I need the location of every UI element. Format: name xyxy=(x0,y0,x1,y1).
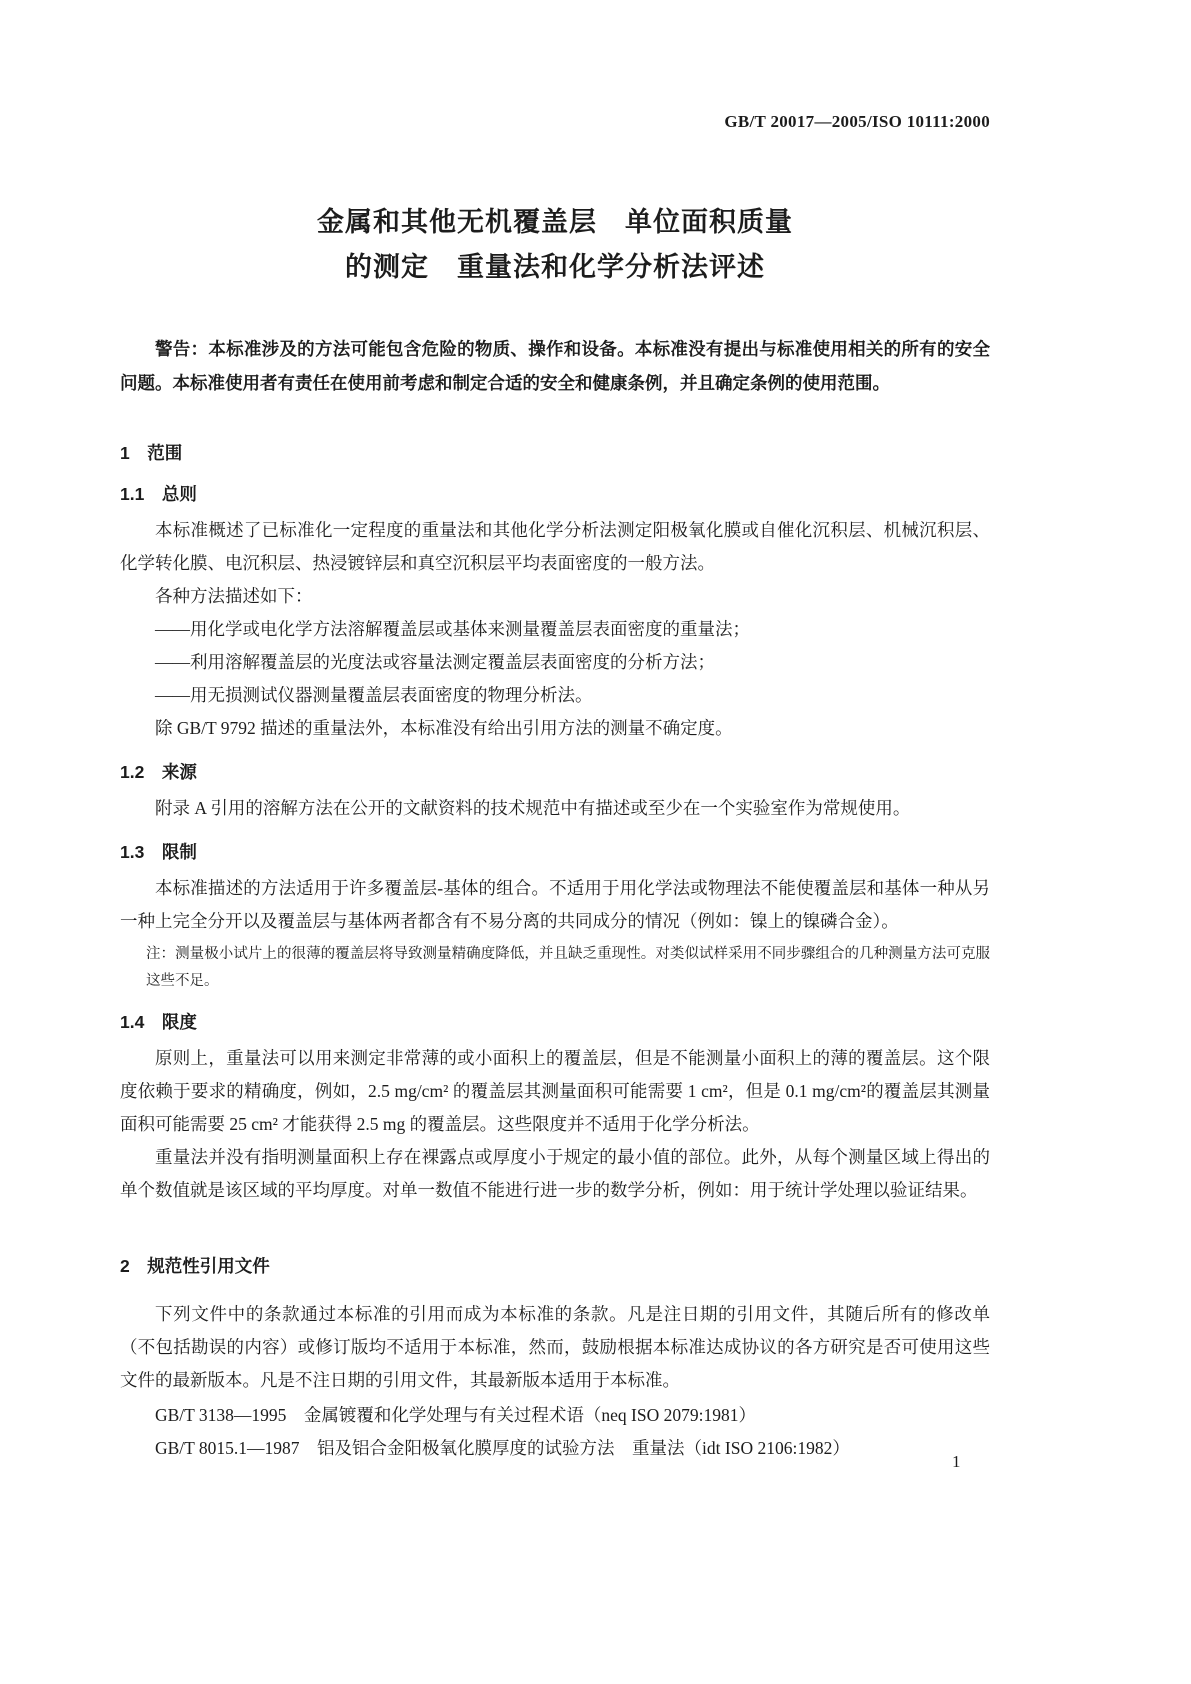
content-area xyxy=(120,112,990,1465)
document-title xyxy=(120,200,990,290)
page-number: 1 xyxy=(952,1452,961,1471)
paragraph-methods-intro: 各种方法描述如下： xyxy=(155,586,313,606)
paragraph-limits-2: 重量法并没有指明测量面积上存在裸露点或厚度小于规定的最小值的部位。此外，从每个测量区域上得出的单个数值就是该区域的平均厚度。对单一数值不能进行进一步的数学分析，例如：用于统计学处理以验证结果。 xyxy=(120,1147,990,1200)
dash-list-item-3: ——用无损测试仪器测量覆盖层表面密度的物理分析法。 xyxy=(155,685,593,705)
reference-item-1: GB/T 3138—1995 金属镀覆和化学处理与有关过程术语（neq ISO 2079:1981） xyxy=(155,1405,756,1425)
section-1-2-heading: 1.2 来源 xyxy=(120,762,197,782)
paragraph-uncertainty: 除 GB/T 9792 描述的重量法外，本标准没有给出引用方法的测量不确定度。 xyxy=(155,718,733,738)
warning-paragraph: 警告：本标准涉及的方法可能包含危险的物质、操作和设备。本标准没有提出与标准使用相关的所有的安全问题。本标准使用者有责任在使用前考虑和制定合适的安全和健康条例，并且确定条例的使用范围。 xyxy=(120,339,990,393)
doc-number: GB/T 20017—2005/ISO 10111:2000 xyxy=(724,112,990,131)
paragraph-general-overview: 本标准概述了已标准化一定程度的重量法和其他化学分析法测定阳极氧化膜或自催化沉积层、机械沉积层、化学转化膜、电沉积层、热浸镀锌层和真空沉积层平均表面密度的一般方法。 xyxy=(120,520,990,573)
reference-list xyxy=(120,1399,990,1465)
paragraph-normative-references: 下列文件中的条款通过本标准的引用而成为本标准的条款。凡是注日期的引用文件，其随后所有的修改单（不包括勘误的内容）或修订版均不适用于本标准，然而，鼓励根据本标准达成协议的各方研究是否可使用这些文件的最新版本。凡是不注日期的引用文件，其最新版本适用于本标准。 xyxy=(120,1304,990,1390)
paragraph-source: 附录 A 引用的溶解方法在公开的文献资料的技术规范中有描述或至少在一个实验室作为常规使用。 xyxy=(155,798,911,818)
note-paragraph: 注：测量极小试片上的很薄的覆盖层将导致测量精确度降低，并且缺乏重现性。对类似试样采用不同步骤组合的几种测量方法可克服这些不足。 xyxy=(146,946,990,989)
dash-list-item-2: ——利用溶解覆盖层的光度法或容量法测定覆盖层表面密度的分析方法； xyxy=(155,652,715,672)
paragraph-limitations: 本标准描述的方法适用于许多覆盖层-基体的组合。不适用于用化学法或物理法不能使覆盖层和基体一种从另一种上完全分开以及覆盖层与基体两者都含有不易分离的共同成分的情况（例如：镍上的镍磷合金）。 xyxy=(120,878,990,931)
section-2-heading: 2 规范性引用文件 xyxy=(120,1256,270,1276)
section-1-3-heading: 1.3 限制 xyxy=(120,842,197,862)
section-1-heading: 1 范围 xyxy=(120,443,183,463)
paragraph-limits-1: 原则上，重量法可以用来测定非常薄的或小面积上的覆盖层，但是不能测量小面积上的薄的覆盖层。这个限度依赖于要求的精确度，例如，2.5 mg/cm² 的覆盖层其测量面积可能需要 1 cm²，但是 0.1 mg/cm²的覆盖层其测量面积可能需要 25 cm² 才能获得 2.5 mg 的覆盖层。这些限度并不适用于化学分析法。 xyxy=(120,1048,990,1134)
dash-list-item-1: ——用化学或电化学方法溶解覆盖层或基体来测量覆盖层表面密度的重量法； xyxy=(155,619,750,639)
title-line-1: 金属和其他无机覆盖层 单位面积质量 xyxy=(317,207,793,237)
section-1-1-heading: 1.1 总则 xyxy=(120,484,197,504)
title-line-2: 的测定 重量法和化学分析法评述 xyxy=(345,252,765,282)
section-1-4-heading: 1.4 限度 xyxy=(120,1012,197,1032)
reference-item-2: GB/T 8015.1—1987 铝及铝合金阳极氧化膜厚度的试验方法 重量法（idt ISO 2106:1982） xyxy=(155,1438,850,1458)
